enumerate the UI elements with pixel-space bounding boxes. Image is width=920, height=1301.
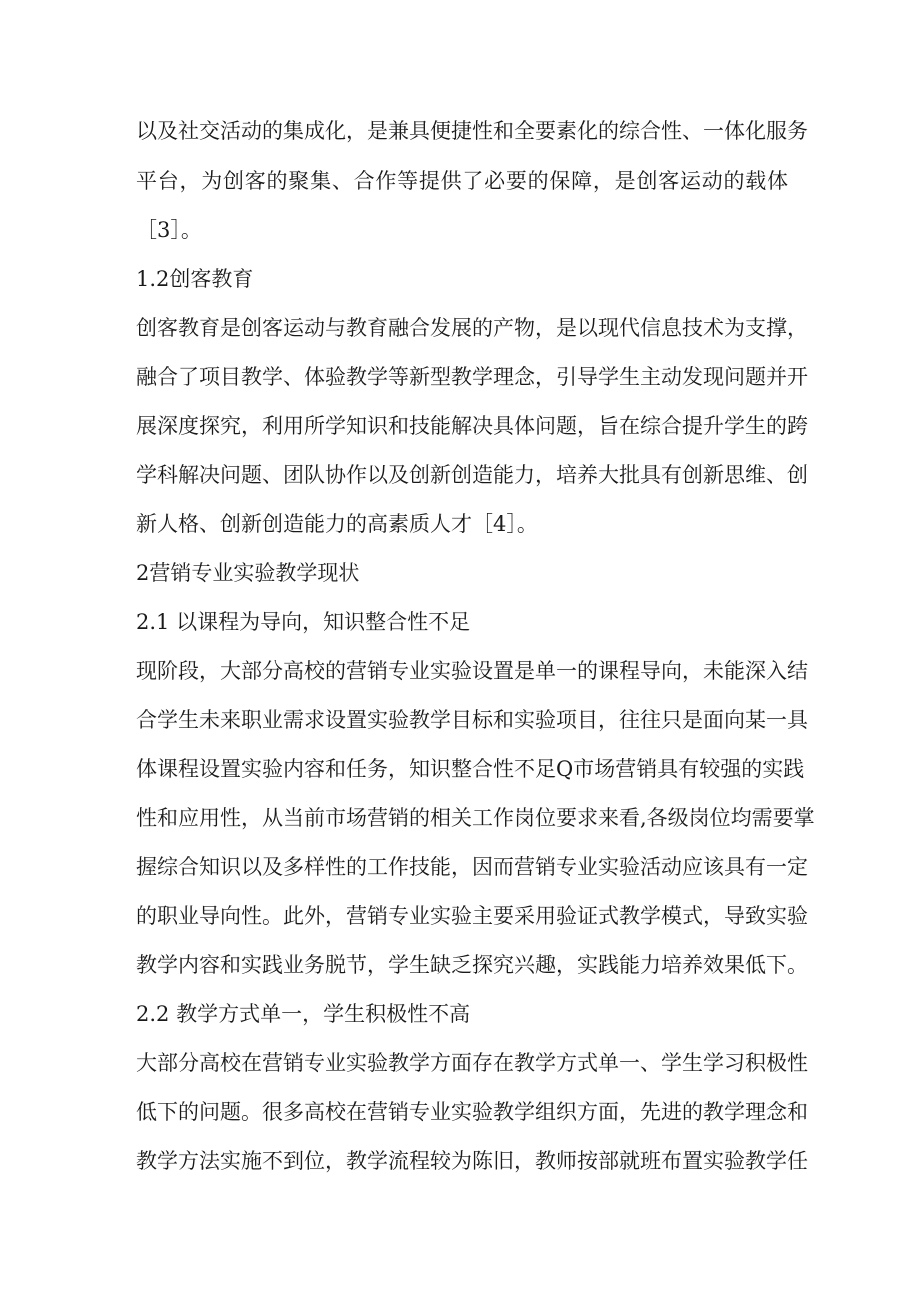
paragraph-line: 大部分高校在营销专业实验教学方面存在教学方式单一、学生学习积极性 [136, 1051, 808, 1075]
paragraph-line: 新人格、创新创造能力的高素质人才［4］。 [136, 512, 538, 536]
paragraph-line: 合学生未来职业需求设置实验教学目标和实验项目，往往只是面向某一具 [136, 708, 808, 732]
paragraph-line: 平台，为创客的聚集、合作等提供了必要的保障，是创客运动的载体 [136, 169, 788, 193]
paragraph-line: 以及社交活动的集成化，是兼具便捷性和全要素化的综合性、一体化服务 [136, 119, 808, 143]
paragraph-line: 展深度探究，利用所学知识和技能解决具体问题，旨在综合提升学生的跨 [136, 414, 808, 438]
paragraph-line: ［3］。 [136, 218, 202, 242]
subsection-heading: 2.2 教学方式单一，学生积极性不高 [136, 1002, 471, 1026]
paragraph-line: 融合了项目教学、体验教学等新型教学理念，引导学生主动发现问题并开 [136, 365, 808, 389]
paragraph-line: 体课程设置实验内容和任务，知识整合性不足Q市场营销具有较强的实践 [136, 757, 805, 781]
paragraph-line: 低下的问题。很多高校在营销专业实验教学组织方面，先进的教学理念和 [136, 1100, 808, 1124]
paragraph-line: 的职业导向性。此外，营销专业实验主要采用验证式教学模式，导致实验 [136, 904, 808, 928]
paragraph-line: 教学方法实施不到位，教学流程较为陈旧，教师按部就班布置实验教学任 [136, 1149, 808, 1173]
subsection-heading: 2.1 以课程为导向，知识整合性不足 [136, 610, 471, 634]
section-heading: 1.2创客教育 [136, 267, 254, 291]
paragraph-line: 性和应用性，从当前市场营销的相关工作岗位要求来看,各级岗位均需要掌 [136, 806, 815, 830]
paragraph-line: 握综合知识以及多样性的工作技能，因而营销专业实验活动应该具有一定 [136, 855, 808, 879]
paragraph-line: 现阶段，大部分高校的营销专业实验设置是单一的课程导向，未能深入结 [136, 659, 808, 683]
paragraph-line: 学科解决问题、团队协作以及创新创造能力，培养大批具有创新思维、创 [136, 463, 808, 487]
section-heading: 2营销专业实验教学现状 [136, 561, 360, 585]
paragraph-line: 教学内容和实践业务脱节，学生缺乏探究兴趣，实践能力培养效果低下。 [136, 953, 808, 977]
paragraph-line: 创客教育是创客运动与教育融合发展的产物，是以现代信息技术为支撑， [136, 316, 808, 340]
